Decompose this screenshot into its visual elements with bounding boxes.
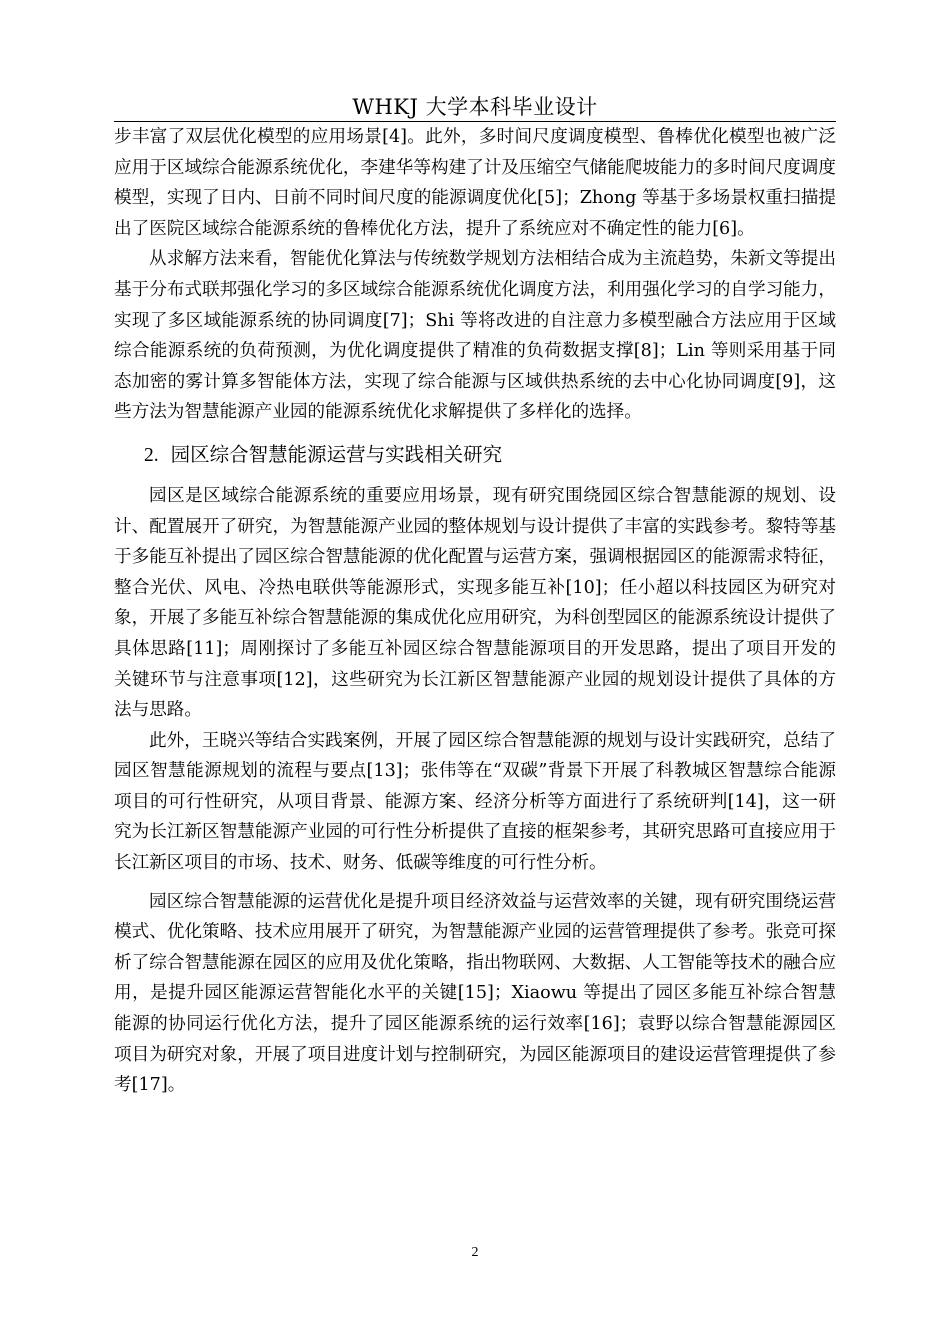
section-paragraph-1: 园区是区域综合能源系统的重要应用场景，现有研究围绕园区综合智慧能源的规划、设计、配置展开了研究，为智慧能源产业园的整体规划与设计提供了丰富的实践参考。黎特等基于多能互补提出了园区综合智慧能源的优化配置与运营方案，强调根据园区的能源需求特征，整合光伏、风电、冷热电联供等能源形式，实现多能互补[10]；任小超以科技园区为研究对象，开展了多能互补综合智慧能源的集成优化应用研究，为科创型园区的能源系统设计提供了具体思路[11]；周刚探讨了多能互补园区综合智慧能源项目的开发思路，提出了项目开发的关键环节与注意事项[12]，这些研究为长江新区智慧能源产业园的规划设计提供了具体的方法与思路。 bbox=[114, 485, 836, 721]
page-number: 2 bbox=[471, 1245, 479, 1260]
section-paragraph-2: 此外，王晓兴等结合实践案例，开展了园区综合智慧能源的规划与设计实践研究，总结了园区智慧能源规划的流程与要点[13]；张伟等在“双碳”背景下开展了科教城区智慧综合能源项目的可行性研究，从项目背景、能源方案、经济分析等方面进行了系统研判[14]，这一研究为长江新区智慧能源产业园的可行性分析提供了直接的框架参考，其研究思路可直接应用于长江新区项目的市场、技术、财务、低碳等维度的可行性分析。 bbox=[114, 730, 836, 874]
section-number: 2. bbox=[144, 444, 159, 466]
section-heading bbox=[114, 440, 836, 471]
section-paragraph-3: 园区综合智慧能源的运营优化是提升项目经济效益与运营效率的关键，现有研究围绕运营模式、优化策略、技术应用展开了研究，为智慧能源产业园的运营管理提供了参考。张竞可探析了综合智慧能源在园区的应用及优化策略，指出物联网、大数据、人工智能等技术的融合应用，是提升园区能源运营智能化水平的关键[15]；Xiaowu 等提出了园区多能互补综合智慧能源的协同运行优化方法，提升了园区能源系统的运行效率[16]；袁野以综合智慧能源园区项目为研究对象，开展了项目进度计划与控制研究，为园区能源项目的建设运营管理提供了参考[17]。 bbox=[114, 891, 836, 1096]
document-body bbox=[114, 122, 836, 1101]
section-title: 园区综合智慧能源运营与实践相关研究 bbox=[170, 442, 503, 466]
page-header: WHKJ 大学本科毕业设计 bbox=[352, 95, 598, 119]
paragraph-2: 从求解方法来看，智能优化算法与传统数学规划方法相结合成为主流趋势，朱新文等提出基于分布式联邦强化学习的多区域综合能源系统优化调度方法，利用强化学习的自学习能力，实现了多区域能源系统的协同调度[7]；Shi 等将改进的自注意力多模型融合方法应用于区域综合能源系统的负荷预测，为优化调度提供了精准的负荷数据支撑[8]；Lin 等则采用基于同态加密的雾计算多智能体方法，实现了综合能源与区域供热系统的去中心化协同调度[9]，这些方法为智慧能源产业园的能源系统优化求解提供了多样化的选择。 bbox=[114, 249, 836, 423]
paragraph-1: 步丰富了双层优化模型的应用场景[4]。此外，多时间尺度调度模型、鲁棒优化模型也被广泛应用于区域综合能源系统优化，李建华等构建了计及压缩空气储能爬坡能力的多时间尺度调度模型，实现了日内、日前不同时间尺度的能源调度优化[5]；Zhong 等基于多场景权重扫描提出了医院区域综合能源系统的鲁棒优化方法，提升了系统应对不确定性的能力[6]。 bbox=[114, 127, 836, 239]
